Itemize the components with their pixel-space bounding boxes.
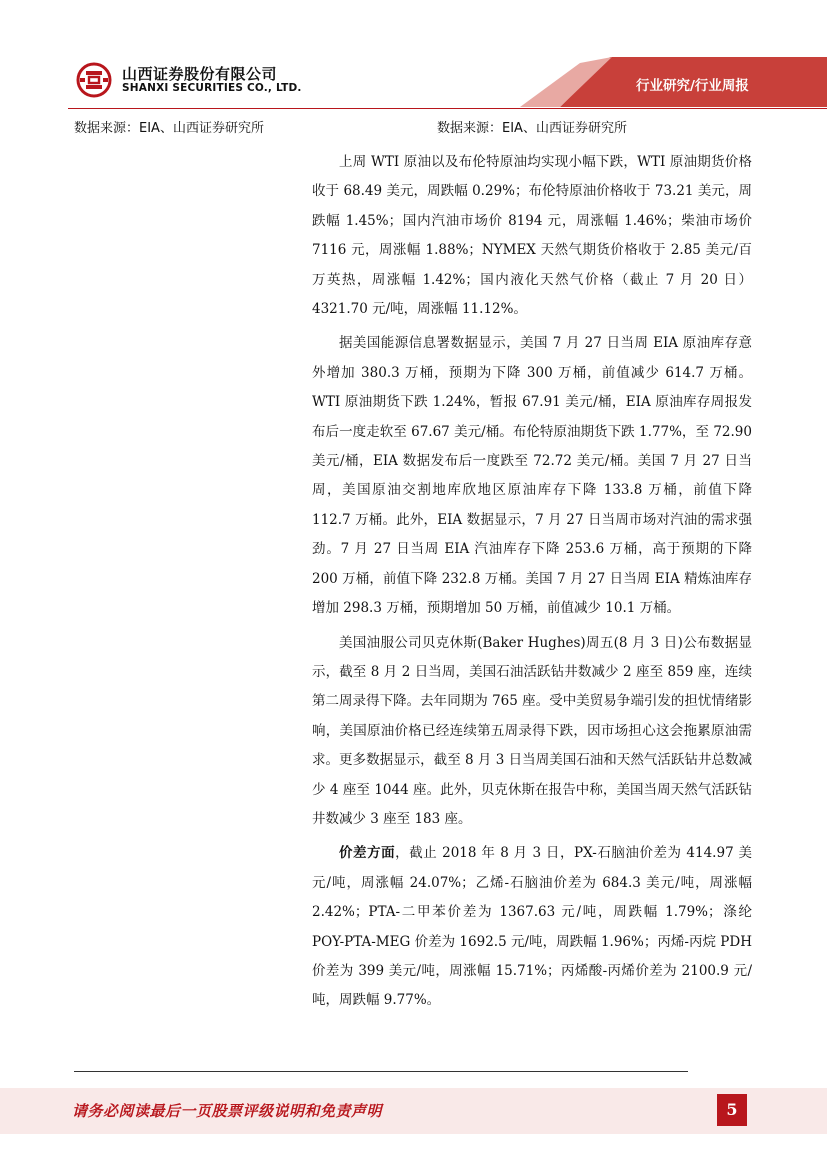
page-header — [0, 0, 827, 110]
data-source-left: 数据来源：EIA、山西证券研究所 — [74, 121, 264, 136]
report-body — [312, 148, 752, 1021]
shanxi-securities-logo-icon — [76, 62, 112, 98]
data-source-right: 数据来源：EIA、山西证券研究所 — [437, 121, 627, 136]
paragraph-eia-inventory: 据美国能源信息署数据显示，美国 7 月 27 日当周 EIA 原油库存意外增加 380.3 万桶，预期为下降 300 万桶，前值减少 614.7 万桶。WTI 原油期货下跌 1.24%，暂报 67.91 美元/桶，EIA 原油库存周报发布后一度走软至 67.67 美元/桶。布伦特原油期货下跌 1.77%，至 72.90 美元/桶，EIA 数据发布后一度跌至 72.72 美元/桶。美国 7 月 27 日当周，美国原油交割地库欣地区原油库存下降 133.8 万桶，前值下降 112.7 万桶。此外，EIA 数据显示，7 月 27 日当周市场对汽油的需求强劲。7 月 27 日当周 EIA 汽油库存下降 253.6 万桶，高于预期的下降 200 万桶，前值下降 232.8 万桶。美国 7 月 27 日当周 EIA 精炼油库存增加 298.3 万桶，预期增加 50 万桶，前值减少 10.1 万桶。 — [312, 335, 752, 617]
spread-lead: 价差方面 — [339, 845, 396, 862]
page-number: 5 — [717, 1094, 747, 1126]
paragraph-spread — [312, 839, 752, 1015]
disclaimer-text: 请务必阅读最后一页股票评级说明和免责声明 — [72, 1102, 383, 1120]
paragraph-price-summary: 上周 WTI 原油以及布伦特原油均实现小幅下跌，WTI 原油期货价格收于 68.49 美元，周跌幅 0.29%；布伦特原油价格收于 73.21 美元，周跌幅 1.45%；国内汽油市场价 8194 元，周涨幅 1.46%；柴油市场价 7116 元，周涨幅 1.88%；NYMEX 天然气期货价格收于 2.85 美元/百万英热，周涨幅 1.42%；国内液化天然气价格（截止 7 月 20 日）4321.70 元/吨，周涨幅 11.12%。 — [312, 154, 752, 318]
footer-divider — [74, 1071, 688, 1072]
company-name-cn: 山西证券股份有限公司 — [122, 65, 278, 83]
company-name-en: SHANXI SECURITIES CO., LTD. — [122, 82, 302, 94]
spread-text: ，截止 2018 年 8 月 3 日，PX-石脑油价差为 414.97 美元/吨，周涨幅 24.07%；乙烯-石脑油价差为 684.3 美元/吨，周涨幅 2.42%；PTA-二甲苯价差为 1367.63 元/吨，周跌幅 1.79%；涤纶 POY-PTA-MEG 价差为 1692.5 元/吨，周跌幅 1.96%；丙烯-丙烷 PDH 价差为 399 美元/吨，周涨幅 15.71%；丙烯酸-丙烯价差为 2100.9 元/吨，周跌幅 9.77%。 — [312, 845, 752, 1009]
header-divider — [68, 108, 827, 109]
section-label: 行业研究/行业周报 — [636, 78, 749, 94]
paragraph-rig-count: 美国油服公司贝克休斯(Baker Hughes)周五(8 月 3 日)公布数据显示，截至 8 月 2 日当周，美国石油活跃钻井数减少 2 座至 859 座，连续第二周录得下降。去年同期为 765 座。受中美贸易争端引发的担忧情绪影响，美国原油价格已经连续第五周录得下跌，因市场担心这会拖累原油需求。更多数据显示，截至 8 月 3 日当周美国石油和天然气活跃钻井总数减少 4 座至 1044 座。此外，贝克休斯在报告中称，美国当周天然气活跃钻井数减少 3 座至 183 座。 — [312, 634, 752, 827]
